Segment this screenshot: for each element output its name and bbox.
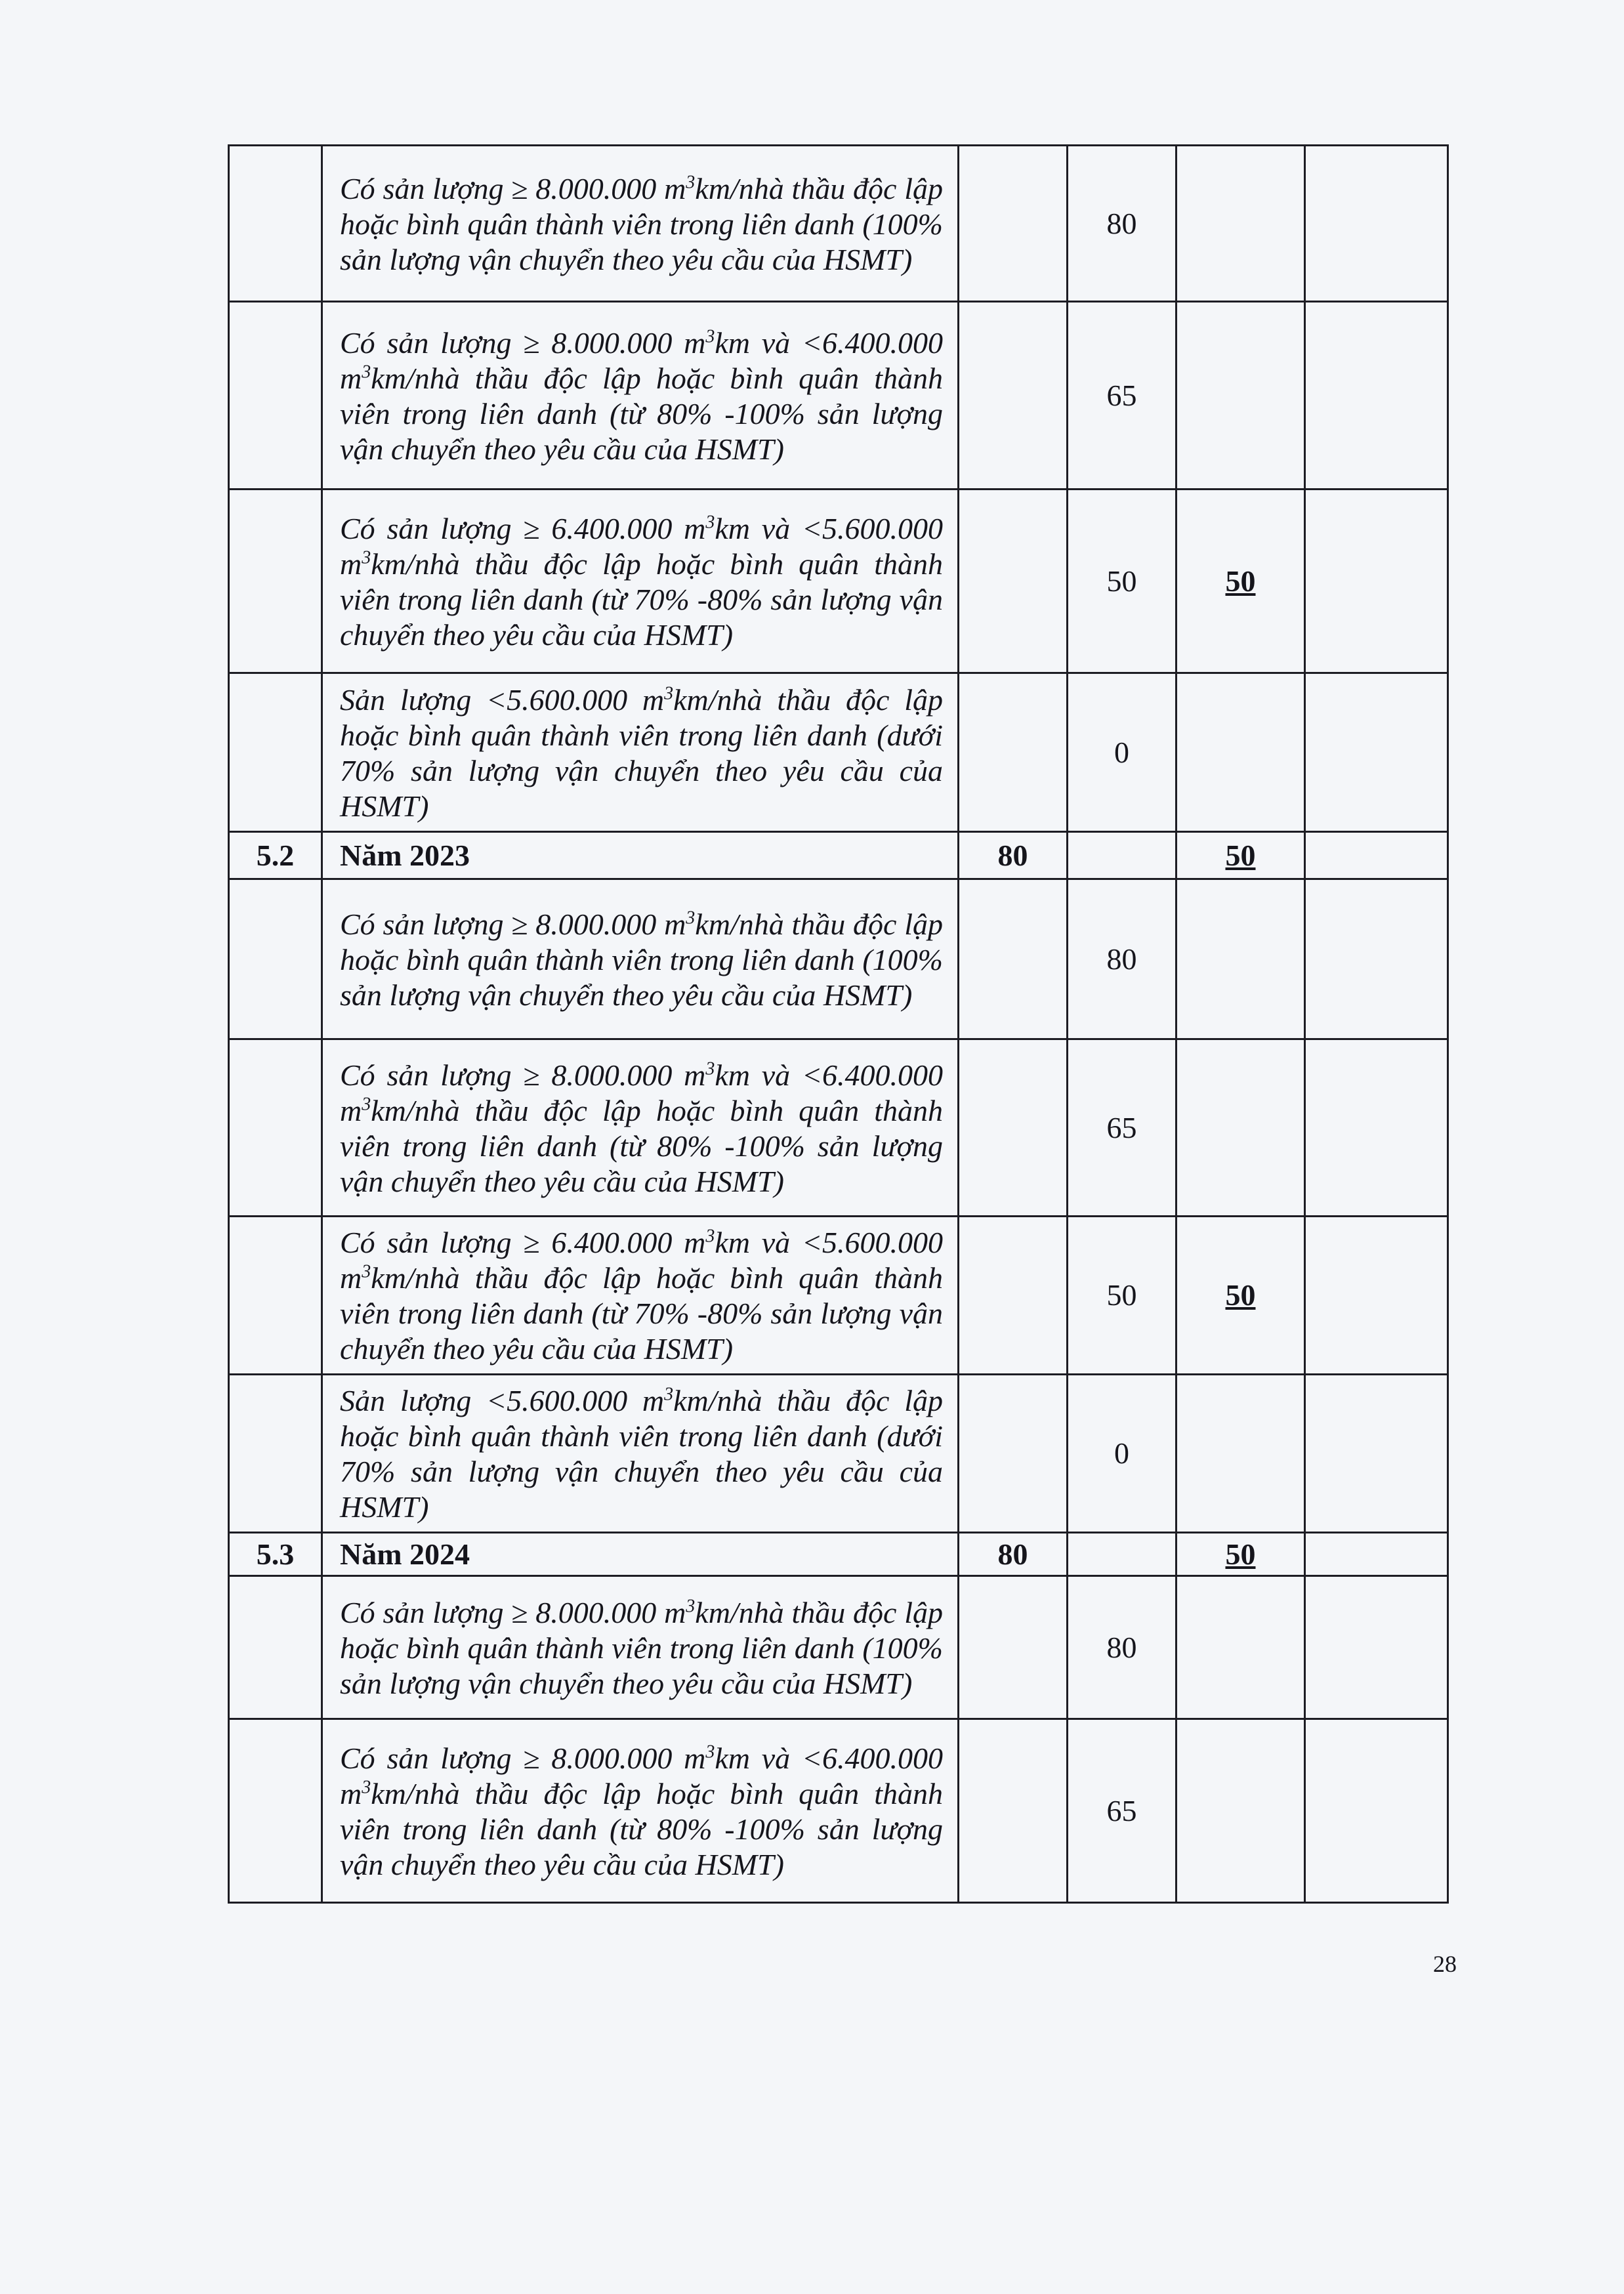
criteria-points: 65 (1068, 1719, 1176, 1903)
criteria-points: 80 (1068, 879, 1176, 1039)
notes-cell (1305, 673, 1448, 832)
awarded-score: 50 (1176, 490, 1305, 673)
section-title: Năm 2024 (322, 1533, 959, 1576)
max-score-cell (959, 1719, 1068, 1903)
criteria-points: 50 (1068, 490, 1176, 673)
awarded-score (1176, 673, 1305, 832)
page-number: 28 (1433, 1951, 1457, 1977)
criteria-description: Có sản lượng ≥ 8.000.000 $m^3km$ và <6.400.000 $m^3km$/nhà thầu độc lập hoặc bình quân thành viên trong liên danh (từ 80% -100% sản lượng vận chuyển theo yêu cầu của HSMT) (322, 1039, 959, 1217)
criteria-points: 0 (1068, 673, 1176, 832)
table-row (229, 879, 1448, 1039)
criteria-points: 80 (1068, 1576, 1176, 1719)
notes-cell (1305, 302, 1448, 490)
criteria-points: 65 (1068, 302, 1176, 490)
criteria-points (1068, 1533, 1176, 1576)
awarded-score: 50 (1176, 1217, 1305, 1375)
criteria-points: 65 (1068, 1039, 1176, 1217)
criteria-description: Có sản lượng ≥ 6.400.000 $m^3km$ và <5.600.000 $m^3km$/nhà thầu độc lập hoặc bình quân thành viên trong liên danh (từ 70% -80% sản lượng vận chuyển theo yêu cầu của HSMT) (322, 1217, 959, 1375)
notes-cell (1305, 1217, 1448, 1375)
notes-cell (1305, 879, 1448, 1039)
criteria-description: Có sản lượng ≥ 8.000.000 $m^3km$/nhà thầu độc lập hoặc bình quân thành viên trong liên danh (100% sản lượng vận chuyển theo yêu cầu của HSMT) (322, 1576, 959, 1719)
max-score-cell (959, 1039, 1068, 1217)
awarded-score (1176, 302, 1305, 490)
notes-cell (1305, 1533, 1448, 1576)
criteria-description: Có sản lượng ≥ 8.000.000 $m^3km$ và <6.400.000 $m^3km$/nhà thầu độc lập hoặc bình quân thành viên trong liên danh (từ 80% -100% sản lượng vận chuyển theo yêu cầu của HSMT) (322, 1719, 959, 1903)
criteria-description: Có sản lượng ≥ 8.000.000 $m^3km$ và <6.400.000 $m^3km$/nhà thầu độc lập hoặc bình quân thành viên trong liên danh (từ 80% -100% sản lượng vận chuyển theo yêu cầu của HSMT) (322, 302, 959, 490)
notes-cell (1305, 1039, 1448, 1217)
item-number-cell (229, 1039, 322, 1217)
section-number: 5.3 (229, 1533, 322, 1576)
criteria-description: Có sản lượng ≥ 8.000.000 $m^3km$/nhà thầu độc lập hoặc bình quân thành viên trong liên danh (100% sản lượng vận chuyển theo yêu cầu của HSMT) (322, 879, 959, 1039)
section-header-row (229, 832, 1448, 879)
notes-cell (1305, 1719, 1448, 1903)
scoring-table (228, 144, 1449, 1904)
item-number-cell (229, 1576, 322, 1719)
table-row (229, 1039, 1448, 1217)
section-awarded-score: 50 (1176, 1533, 1305, 1576)
awarded-score (1176, 1375, 1305, 1533)
criteria-points: 0 (1068, 1375, 1176, 1533)
max-score-cell (959, 1375, 1068, 1533)
item-number-cell (229, 1375, 322, 1533)
section-number: 5.2 (229, 832, 322, 879)
awarded-score (1176, 1039, 1305, 1217)
table-row (229, 1217, 1448, 1375)
max-score-cell (959, 146, 1068, 302)
table-row (229, 302, 1448, 490)
criteria-description: Sản lượng <5.600.000 $m^3km$/nhà thầu độc lập hoặc bình quân thành viên trong liên danh (dưới 70% sản lượng vận chuyển theo yêu cầu của HSMT) (322, 1375, 959, 1533)
item-number-cell (229, 1217, 322, 1375)
item-number-cell (229, 1719, 322, 1903)
max-score-cell (959, 302, 1068, 490)
max-score-cell (959, 673, 1068, 832)
notes-cell (1305, 490, 1448, 673)
criteria-description: Có sản lượng ≥ 6.400.000 $m^3km$ và <5.600.000 $m^3km$/nhà thầu độc lập hoặc bình quân thành viên trong liên danh (từ 70% -80% sản lượng vận chuyển theo yêu cầu của HSMT) (322, 490, 959, 673)
table-row (229, 1719, 1448, 1903)
table-row (229, 1375, 1448, 1533)
section-title: Năm 2023 (322, 832, 959, 879)
awarded-score (1176, 879, 1305, 1039)
section-header-row (229, 1533, 1448, 1576)
criteria-description: Sản lượng <5.600.000 $m^3km$/nhà thầu độc lập hoặc bình quân thành viên trong liên danh (dưới 70% sản lượng vận chuyển theo yêu cầu của HSMT) (322, 673, 959, 832)
section-max-score: 80 (959, 832, 1068, 879)
item-number-cell (229, 302, 322, 490)
item-number-cell (229, 146, 322, 302)
table-row (229, 1576, 1448, 1719)
criteria-points (1068, 832, 1176, 879)
awarded-score (1176, 1576, 1305, 1719)
table-row (229, 673, 1448, 832)
item-number-cell (229, 490, 322, 673)
max-score-cell (959, 490, 1068, 673)
item-number-cell (229, 673, 322, 832)
table-row (229, 146, 1448, 302)
awarded-score (1176, 146, 1305, 302)
section-max-score: 80 (959, 1533, 1068, 1576)
section-awarded-score: 50 (1176, 832, 1305, 879)
criteria-points: 80 (1068, 146, 1176, 302)
max-score-cell (959, 1217, 1068, 1375)
max-score-cell (959, 879, 1068, 1039)
awarded-score (1176, 1719, 1305, 1903)
notes-cell (1305, 1375, 1448, 1533)
max-score-cell (959, 1576, 1068, 1719)
notes-cell (1305, 1576, 1448, 1719)
criteria-description: Có sản lượng ≥ 8.000.000 $m^3km$/nhà thầu độc lập hoặc bình quân thành viên trong liên danh (100% sản lượng vận chuyển theo yêu cầu của HSMT) (322, 146, 959, 302)
criteria-points: 50 (1068, 1217, 1176, 1375)
table-row (229, 490, 1448, 673)
notes-cell (1305, 146, 1448, 302)
notes-cell (1305, 832, 1448, 879)
item-number-cell (229, 879, 322, 1039)
